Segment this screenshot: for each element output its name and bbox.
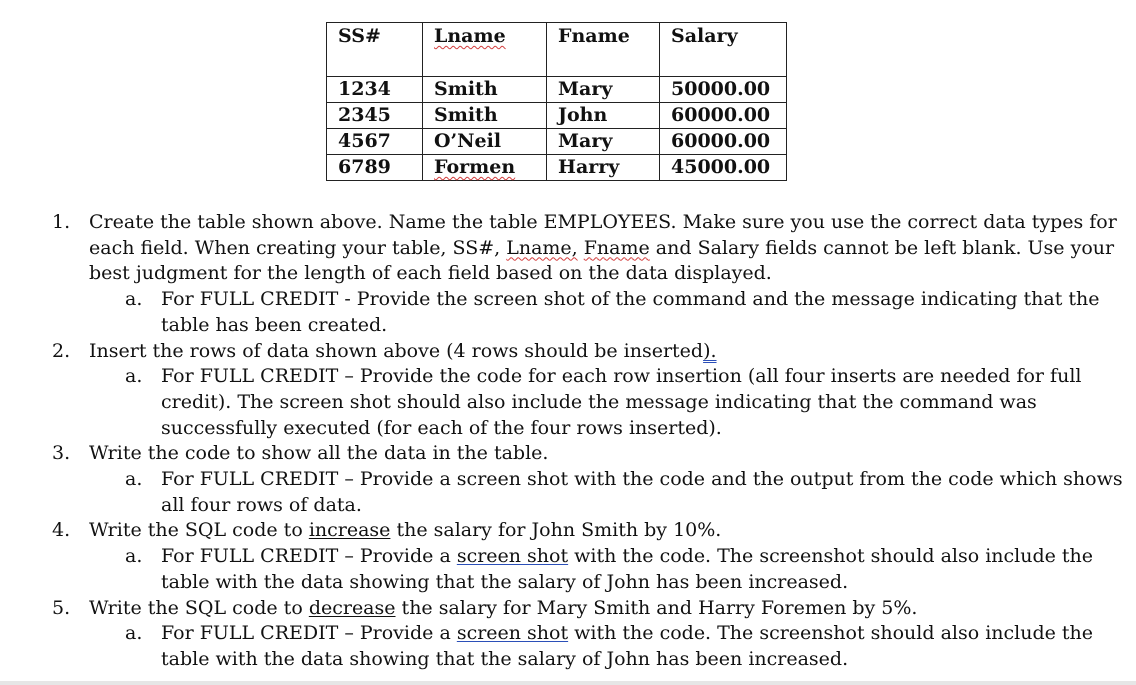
table-row [327,103,787,129]
subitem-marker: a. [125,468,143,491]
subitem-text-screen-shot: screen shot [456,622,569,645]
item-text: Write the SQL code to [89,519,309,542]
page-bottom-edge [0,681,1136,685]
employees-table [326,22,787,181]
item-text-increase: increase [308,519,391,542]
cell-salary: 50000.00 [660,77,787,103]
header-ssn: SS# [327,23,423,77]
subitem-marker: a. [125,365,143,388]
subitem-text: For FULL CREDIT – Provide a [161,545,457,568]
table-header-row [327,23,787,77]
item-text-lname: Lname, [506,236,578,259]
instruction-subitem-1a [52,287,1132,338]
subitem-text: For FULL CREDIT - Provide the screen shot of the command and the message indicating that the table has been created. [161,288,1100,336]
item-text-rest: the salary for John Smith by 10%. [390,519,722,542]
cell-ssn: 2345 [327,103,423,129]
item-number: 3. [52,442,71,465]
subitem-marker: a. [125,545,143,568]
item-text: Create the table shown above. Name the table EMPLOYEES. Make sure you use the correct data types for each field. When creating your table, SS#, [89,211,1117,259]
instruction-subitem-3a [52,467,1132,518]
cell-salary: 45000.00 [660,155,787,181]
item-text: Write the code to show all the data in the table. [89,442,549,465]
item-text-decrease: decrease [308,596,396,619]
cell-salary: 60000.00 [660,103,787,129]
cell-ssn: 4567 [327,129,423,155]
cell-fname: Harry [547,155,660,181]
instruction-item-3 [52,441,1132,467]
item-text-rest: and Salary fields cannot be left blank. Use your best judgment for the length of each field based on the data displayed. [89,236,1115,285]
subitem-text: For FULL CREDIT – Provide the code for each row insertion (all four inserts are needed for full credit). The screen shot should also include the message indicating that the command was successfully executed (for each of the four rows inserted). [161,365,1082,439]
cell-lname: Smith [423,77,547,103]
instruction-subitem-5a [52,621,1132,672]
header-lname-text: Lname [434,25,506,47]
cell-fname: John [547,103,660,129]
item-text: Write the SQL code to [89,596,309,619]
item-text-fname: Fname [583,236,650,259]
subitem-marker: a. [125,288,143,311]
instruction-subitem-2a [52,364,1132,441]
instruction-subitem-4a [52,544,1132,595]
subitem-text: For FULL CREDIT – Provide a [161,622,457,645]
instructions-list [52,210,1132,673]
subitem-marker: a. [125,622,143,645]
cell-lname: O’Neil [423,129,547,155]
item-text-tail: ). [703,339,717,362]
header-salary: Salary [660,23,787,77]
subitem-text-rest: with the code. The screenshot should also include the table with the data showing that the salary of John has been increased. [161,545,1094,593]
item-number: 5. [52,596,71,619]
item-text: Insert the rows of data shown above (4 rows should be inserted [89,339,704,362]
header-lname [423,23,547,77]
subitem-text-rest: with the code. The screenshot should also include the table with the data showing that the salary of John has been increased. [161,622,1094,670]
instruction-item-5 [52,596,1132,622]
item-number: 2. [52,339,71,362]
item-number: 4. [52,519,71,542]
subitem-text: For FULL CREDIT – Provide a screen shot with the code and the output from the code which shows all four rows of data. [161,468,1123,516]
cell-salary: 60000.00 [660,129,787,155]
table-row [327,77,787,103]
subitem-text-screen-shot: screen shot [456,545,569,568]
header-fname: Fname [547,23,660,77]
cell-ssn: 6789 [327,155,423,181]
table-row [327,129,787,155]
item-text-rest: the salary for Mary Smith and Harry Foremen by 5%. [395,596,918,619]
cell-lname-text: Formen [434,156,516,178]
instruction-item-4 [52,518,1132,544]
cell-fname: Mary [547,129,660,155]
instruction-item-2 [52,339,1132,365]
instruction-item-1 [52,210,1132,287]
item-number: 1. [52,211,71,233]
table-row [327,155,787,181]
cell-ssn: 1234 [327,77,423,103]
cell-fname: Mary [547,77,660,103]
cell-lname: Smith [423,103,547,129]
cell-lname [423,155,547,181]
